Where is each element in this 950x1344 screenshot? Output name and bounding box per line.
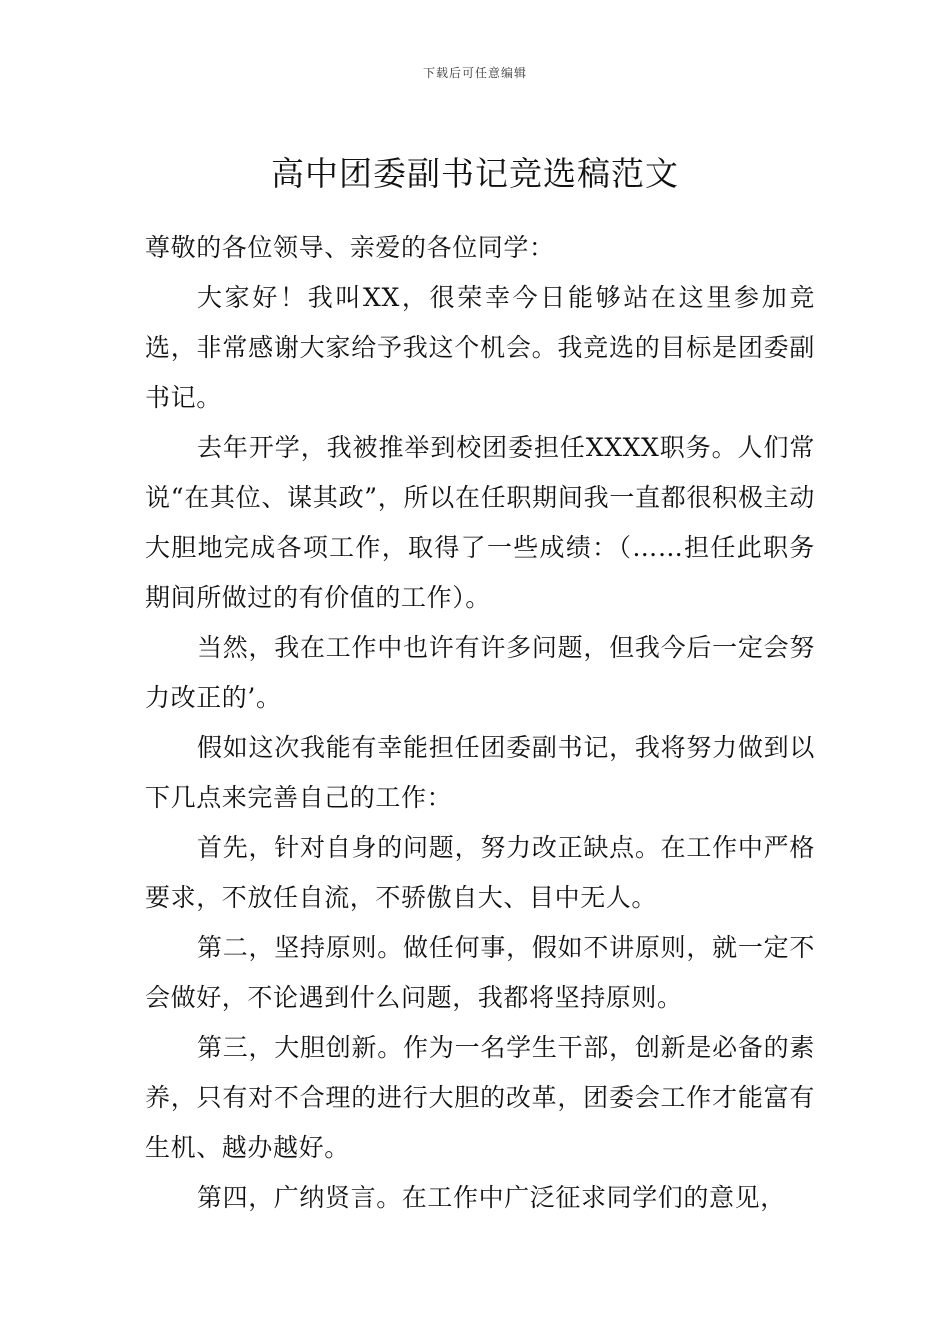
- document-body: [145, 223, 815, 1223]
- paragraph-shortcomings: 当然，我在工作中也许有许多问题，但我今后一定会努力改正的’。: [145, 633, 815, 712]
- paragraph-experience: 去年开学，我被推举到校团委担任XXXX职务。人们常说“在其位、谋其政”，所以在任职期间我一直都很积极主动大胆地完成各项工作，取得了一些成绩：（……担任此职务期间所做过的有价值的工作）。: [145, 433, 815, 612]
- paragraph-point-second: 第二，坚持原则。做任何事，假如不讲原则，就一定不会做好，不论遇到什么问题，我都将坚持原则。: [145, 933, 815, 1012]
- document-title: 高中团委副书记竞选稿范文: [271, 154, 679, 194]
- paragraph-plan-intro: 假如这次我能有幸能担任团委副书记，我将努力做到以下几点来完善自己的工作：: [145, 733, 815, 812]
- salutation: 尊敬的各位领导、亲爱的各位同学：: [145, 233, 555, 262]
- paragraph-point-third: 第三，大胆创新。作为一名学生干部，创新是必备的素养，只有对不合理的进行大胆的改革，团委会工作才能富有生机、越办越好。: [145, 1033, 815, 1162]
- paragraph-point-fourth: 第四，广纳贤言。在工作中广泛征求同学们的意见，: [197, 1183, 786, 1212]
- paragraph-greeting: 大家好！我叫XX，很荣幸今日能够站在这里参加竞选，非常感谢大家给予我这个机会。我竞选的目标是团委副书记。: [145, 283, 815, 412]
- paragraph-point-first: 首先，针对自身的问题，努力改正缺点。在工作中严格要求，不放任自流，不骄傲自大、目中无人。: [145, 833, 815, 912]
- header-note: 下载后可任意编辑: [422, 66, 527, 80]
